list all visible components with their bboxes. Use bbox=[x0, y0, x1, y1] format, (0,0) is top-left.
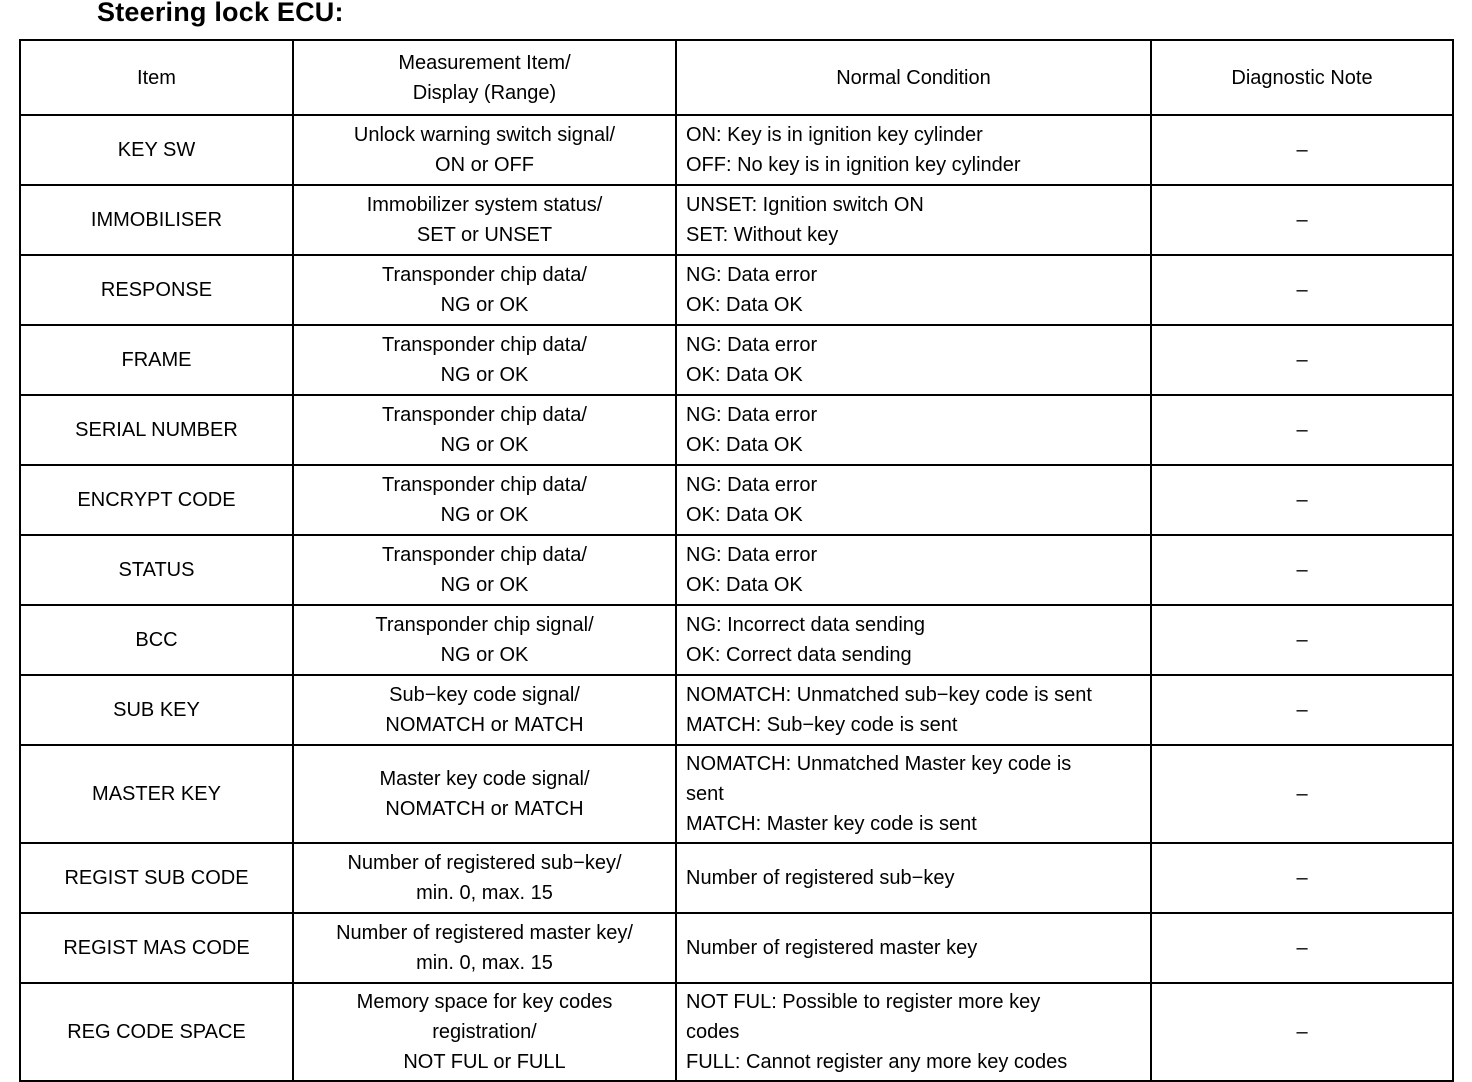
steering-lock-ecu-table bbox=[19, 39, 1454, 1082]
cell-note: – bbox=[1151, 605, 1453, 675]
table-body bbox=[20, 115, 1453, 1081]
condition-line: NG: Incorrect data sending bbox=[686, 614, 926, 636]
cell-condition bbox=[676, 395, 1151, 465]
condition-line: MATCH: Sub−key code is sent bbox=[686, 714, 958, 736]
table-row bbox=[20, 983, 1453, 1081]
measurement-line: NOMATCH or MATCH bbox=[385, 714, 584, 736]
cell-condition bbox=[676, 325, 1151, 395]
cell-measurement bbox=[293, 185, 676, 255]
cell-measurement bbox=[293, 913, 676, 983]
table-row bbox=[20, 605, 1453, 675]
cell-note: – bbox=[1151, 843, 1453, 913]
cell-measurement bbox=[293, 255, 676, 325]
cell-item: REG CODE SPACE bbox=[20, 983, 293, 1081]
cell-note: – bbox=[1151, 395, 1453, 465]
table-row bbox=[20, 465, 1453, 535]
measurement-line: Transponder chip data/ bbox=[382, 544, 587, 566]
condition-line: OK: Correct data sending bbox=[686, 644, 912, 666]
measurement-line: Number of registered master key/ bbox=[336, 922, 633, 944]
cell-measurement bbox=[293, 395, 676, 465]
table-header-row bbox=[20, 40, 1453, 115]
cell-condition bbox=[676, 535, 1151, 605]
cell-measurement bbox=[293, 465, 676, 535]
condition-line: OK: Data OK bbox=[686, 364, 803, 386]
cell-condition bbox=[676, 185, 1151, 255]
table-row bbox=[20, 185, 1453, 255]
cell-item: KEY SW bbox=[20, 115, 293, 185]
cell-measurement bbox=[293, 983, 676, 1081]
condition-line: sent bbox=[686, 783, 724, 805]
cell-item: IMMOBILISER bbox=[20, 185, 293, 255]
header-measurement-line-2: Display (Range) bbox=[412, 81, 557, 104]
cell-condition bbox=[676, 745, 1151, 843]
measurement-line: Transponder chip data/ bbox=[382, 474, 587, 496]
cell-note: – bbox=[1151, 255, 1453, 325]
condition-line: OK: Data OK bbox=[686, 434, 803, 456]
condition-line: OK: Data OK bbox=[686, 574, 803, 596]
cell-item: FRAME bbox=[20, 325, 293, 395]
cell-item: SERIAL NUMBER bbox=[20, 395, 293, 465]
measurement-line: NG or OK bbox=[440, 294, 529, 316]
cell-measurement bbox=[293, 605, 676, 675]
measurement-line: Unlock warning switch signal/ bbox=[353, 124, 616, 146]
condition-line: OK: Data OK bbox=[686, 294, 803, 316]
header-item: Item bbox=[20, 40, 293, 115]
measurement-line: min. 0, max. 15 bbox=[416, 952, 553, 974]
table-row bbox=[20, 675, 1453, 745]
cell-condition bbox=[676, 115, 1151, 185]
measurement-line: min. 0, max. 15 bbox=[416, 882, 553, 904]
measurement-line: Immobilizer system status/ bbox=[366, 194, 603, 216]
measurement-line: NOT FUL or FULL bbox=[403, 1051, 566, 1073]
condition-line: MATCH: Master key code is sent bbox=[686, 813, 977, 835]
cell-measurement bbox=[293, 843, 676, 913]
cell-condition bbox=[676, 983, 1151, 1081]
cell-condition bbox=[676, 843, 1151, 913]
cell-measurement bbox=[293, 325, 676, 395]
cell-item: STATUS bbox=[20, 535, 293, 605]
table-row bbox=[20, 255, 1453, 325]
cell-item: REGIST SUB CODE bbox=[20, 843, 293, 913]
table-row bbox=[20, 913, 1453, 983]
measurement-line: Memory space for key codes bbox=[356, 991, 613, 1013]
condition-line: SET: Without key bbox=[686, 224, 839, 246]
condition-line: OK: Data OK bbox=[686, 504, 803, 526]
cell-note: – bbox=[1151, 983, 1453, 1081]
condition-line: NOMATCH: Unmatched sub−key code is sent bbox=[686, 684, 1092, 706]
table-row bbox=[20, 325, 1453, 395]
header-measurement-line-1: Measurement Item/ bbox=[398, 51, 571, 74]
cell-condition bbox=[676, 913, 1151, 983]
cell-note: – bbox=[1151, 675, 1453, 745]
condition-line: Number of registered sub−key bbox=[686, 867, 955, 889]
header-condition: Normal Condition bbox=[676, 40, 1151, 115]
measurement-line: NG or OK bbox=[440, 574, 529, 596]
condition-line: NG: Data error bbox=[686, 544, 818, 566]
measurement-line: Master key code signal/ bbox=[379, 768, 590, 790]
measurement-line: NOMATCH or MATCH bbox=[385, 798, 584, 820]
measurement-line: Transponder chip signal/ bbox=[375, 614, 594, 636]
condition-line: OFF: No key is in ignition key cylinder bbox=[686, 154, 1021, 176]
cell-condition bbox=[676, 255, 1151, 325]
condition-line: NG: Data error bbox=[686, 404, 818, 426]
condition-line: codes bbox=[686, 1021, 740, 1043]
cell-measurement bbox=[293, 675, 676, 745]
measurement-line: Transponder chip data/ bbox=[382, 334, 587, 356]
table-row bbox=[20, 395, 1453, 465]
cell-item: REGIST MAS CODE bbox=[20, 913, 293, 983]
condition-line: NG: Data error bbox=[686, 264, 818, 286]
table-row bbox=[20, 843, 1453, 913]
measurement-line: ON or OFF bbox=[435, 154, 534, 176]
measurement-line: Sub−key code signal/ bbox=[389, 684, 580, 706]
condition-line: NG: Data error bbox=[686, 474, 818, 496]
page-title: Steering lock ECU: bbox=[97, 0, 344, 27]
header-note: Diagnostic Note bbox=[1151, 40, 1453, 115]
measurement-line: NG or OK bbox=[440, 434, 529, 456]
cell-item: RESPONSE bbox=[20, 255, 293, 325]
cell-measurement bbox=[293, 745, 676, 843]
header-measurement bbox=[293, 40, 676, 115]
cell-condition bbox=[676, 605, 1151, 675]
table-row bbox=[20, 745, 1453, 843]
measurement-line: Transponder chip data/ bbox=[382, 404, 587, 426]
cell-item: SUB KEY bbox=[20, 675, 293, 745]
cell-item: BCC bbox=[20, 605, 293, 675]
condition-line: NG: Data error bbox=[686, 334, 818, 356]
cell-note: – bbox=[1151, 745, 1453, 843]
table-row bbox=[20, 115, 1453, 185]
cell-note: – bbox=[1151, 185, 1453, 255]
measurement-line: registration/ bbox=[432, 1021, 537, 1043]
condition-line: Number of registered master key bbox=[686, 937, 978, 959]
cell-item: MASTER KEY bbox=[20, 745, 293, 843]
condition-line: ON: Key is in ignition key cylinder bbox=[686, 124, 983, 146]
measurement-line: NG or OK bbox=[440, 364, 529, 386]
condition-line: NOMATCH: Unmatched Master key code is bbox=[686, 753, 1072, 775]
condition-line: NOT FUL: Possible to register more key bbox=[686, 991, 1041, 1013]
measurement-line: NG or OK bbox=[440, 504, 529, 526]
measurement-line: Number of registered sub−key/ bbox=[347, 852, 622, 874]
cell-note: – bbox=[1151, 325, 1453, 395]
condition-line: UNSET: Ignition switch ON bbox=[686, 194, 924, 216]
cell-note: – bbox=[1151, 535, 1453, 605]
cell-measurement bbox=[293, 535, 676, 605]
measurement-line: NG or OK bbox=[440, 644, 529, 666]
measurement-line: Transponder chip data/ bbox=[382, 264, 587, 286]
cell-note: – bbox=[1151, 913, 1453, 983]
cell-condition bbox=[676, 675, 1151, 745]
cell-note: – bbox=[1151, 115, 1453, 185]
cell-condition bbox=[676, 465, 1151, 535]
cell-note: – bbox=[1151, 465, 1453, 535]
cell-item: ENCRYPT CODE bbox=[20, 465, 293, 535]
cell-measurement bbox=[293, 115, 676, 185]
condition-line: FULL: Cannot register any more key codes bbox=[686, 1051, 1068, 1073]
measurement-line: SET or UNSET bbox=[416, 224, 553, 246]
table-row bbox=[20, 535, 1453, 605]
